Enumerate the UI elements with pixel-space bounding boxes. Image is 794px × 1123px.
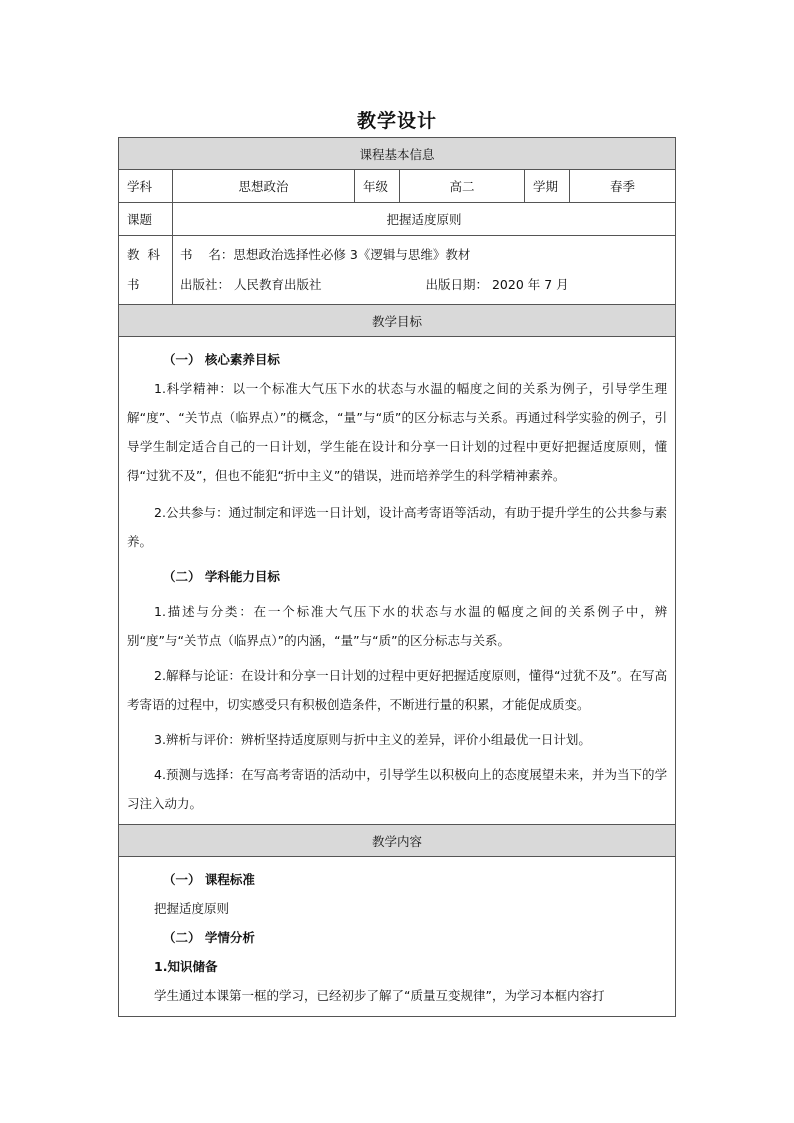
objective-paragraph-2: 2.公共参与：通过制定和评选一日计划，设计高考寄语等活动，有助于提升学生的公共参与素养。	[127, 505, 668, 549]
objective-paragraph-4: 2.解释与论证：在设计和分享一日计划的过程中更好把握适度原则，懂得“过犹不及”。在写高考寄语的过程中，切实感受只有积极创造条件，不断进行量的积累，才能促成质变。	[127, 668, 668, 712]
objective-paragraph-1: 1.科学精神：以一个标准大气压下水的状态与水温的幅度之间的关系为例子，引导学生理解“度”、“关节点（临界点）”的概念，“量”与“质”的区分标志与关系。再通过科学实验的例子，引导学生制定适合自己的一日计划，学生能在设计和分享一日计划的过程中更好把握适度原则，懂得“过犹不及”，但也不能犯“折中主义”的错误，进而培养学生的科学精神素养。	[127, 381, 668, 483]
content-heading-analysis: （二） 学情分析	[163, 930, 255, 945]
textbook-label	[119, 236, 173, 305]
publish-date: 出版日期： 2020 年 7 月	[425, 277, 569, 292]
term-value: 春季	[570, 170, 676, 203]
subject-value: 思想政治	[173, 170, 355, 203]
content-heading-knowledge: 1.知识储备	[154, 959, 218, 974]
content-heading-standard: （一） 课程标准	[163, 872, 255, 887]
lesson-plan-table	[118, 137, 676, 1017]
objective-paragraph-5: 3.辨析与评价：辨析坚持适度原则与折中主义的差异，评价小组最优一日计划。	[154, 732, 591, 747]
topic-label: 课题	[119, 203, 173, 236]
objectives-content	[119, 337, 676, 825]
term-label: 学期	[525, 170, 570, 203]
document-title: 教学设计	[356, 110, 437, 132]
section-header-objectives: 教学目标	[119, 305, 676, 337]
objective-paragraph-6: 4.预测与选择：在写高考寄语的活动中，引导学生以积极向上的态度展望未来，并为当下的学习注入动力。	[127, 767, 668, 811]
section-header-content: 教学内容	[119, 825, 676, 857]
content-paragraph-1: 把握适度原则	[154, 901, 230, 916]
objective-paragraph-3: 1.描述与分类：在一个标准大气压下水的状态与水温的幅度之间的关系例子中，辨别“度”与“关节点（临界点）”的内涵，“量”与“质”的区分标志与关系。	[127, 604, 668, 648]
textbook-label-line-1: 教 科	[127, 247, 160, 262]
publisher: 出版社： 人民教育出版社	[180, 277, 322, 292]
grade-label: 年级	[355, 170, 400, 203]
book-name-line: 书 名：思想政治选择性必修 3《逻辑与思维》教材	[180, 247, 471, 262]
section-header-basic-info: 课程基本信息	[119, 138, 676, 170]
textbook-label-line-2: 书	[127, 277, 140, 292]
grade-value: 高二	[400, 170, 525, 203]
textbook-info	[173, 236, 676, 305]
topic-value: 把握适度原则	[173, 203, 676, 236]
teaching-content	[119, 857, 676, 1017]
objectives-heading-ability: （二） 学科能力目标	[163, 569, 280, 584]
subject-label: 学科	[119, 170, 173, 203]
publisher-line	[180, 270, 675, 300]
content-paragraph-2: 学生通过本课第一框的学习，已经初步了解了“质量互变规律”，为学习本框内容打	[154, 988, 605, 1003]
objectives-heading-core: （一） 核心素养目标	[163, 352, 280, 367]
